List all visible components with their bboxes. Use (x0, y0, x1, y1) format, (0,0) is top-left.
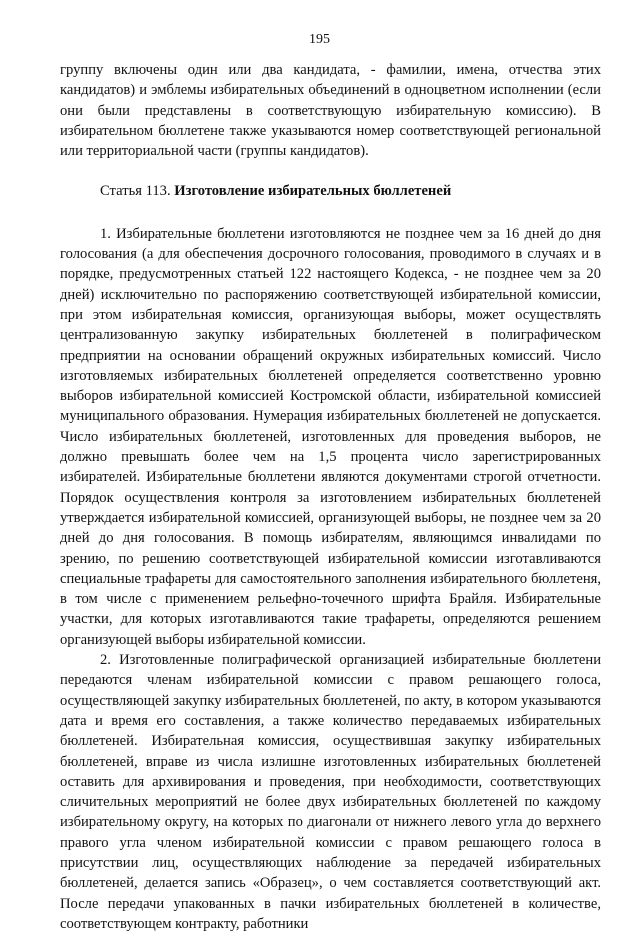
page-number: 195 (309, 32, 330, 47)
article-number: Статья 113. (100, 183, 171, 200)
article-heading (60, 181, 601, 201)
article-title: Изготовление избирательных бюллетеней (174, 183, 452, 200)
intro-paragraph: группу включены один или два кандидата, - фамилии, имена, отчества этих кандидатов) и эмблемы избирательных объединений в одноцветном исполнении (если они были представлены в соответствующую избирательную комиссию). В избирательном бюллетене также указываются номер соответствующей региональной или территориальной части (группы кандидатов). (60, 62, 601, 160)
paragraph-1: 1. Избирательные бюллетени изготовляются не позднее чем за 16 дней до дня голосования (а для обеспечения досрочного голосования, проводимого в случаях и в порядке, предусмотренных статьей 122 настоящего Кодекса, - не позднее чем за 20 дней) исключительно по распоряжению соответствующей избирательной комиссии, при этом избирательная комиссия, организующая выборы, может осуществлять централизованную закупку избирательных бюллетеней в полиграфическом предприятии на основании обращений окружных избирательных комиссий. Число изготовляемых избирательных бюллетеней определяется соответственно уровню выборов избирательной комиссией Костромской области, избирательной комиссией муниципального образования. Нумерация избирательных бюллетеней не допускается. Число избирательных бюллетеней, изготовленных для проведения выборов, не должно превышать более чем на 1,5 процента число зарегистрированных избирателей. Избирательные бюллетени являются документами строгой отчетности. Порядок осуществления контроля за изготовлением избирательных бюллетеней утверждается избирательной комиссией, организующей выборы, не позднее чем за 20 дней до дня голосования. В помощь избирателям, являющимся инвалидами по зрению, по решению соответствующей избирательной комиссии изготавливаются специальные трафареты для самостоятельного заполнения избирательного бюллетеня, в том числе с применением рельефно-точечного шрифта Брайля. Избирательные участки, для которых изготавливаются такие трафареты, определяются решением организующей выборы избирательной комиссии. (60, 225, 601, 648)
paragraph-2: 2. Изготовленные полиграфической организацией избирательные бюллетени передаются членам избирательной комиссии с правом решающего голоса, осуществляющей закупку избирательных бюллетеней, по акту, в котором указываются дата и время его составления, а также количество передаваемых избирательных бюллетеней. Избирательная комиссия, осуществившая закупку избирательных бюллетеней, вправе из числа излишне изготовленных избирательных бюллетеней оставить для архивирования и проведения, при необходимости, соответствующих сличительных мероприятий не более двух избирательных бюллетеней по каждому избирательному округу, на которых по диагонали от нижнего левого угла до верхнего правого угла членом избирательной комиссии с правом решающего голоса в присутствии лиц, осуществляющих наблюдение за передачей избирательных бюллетеней, делается запись «Образец», о чем составляется соответствующий акт. После передачи упакованных в пачки избирательных бюллетеней в количестве, соответствующем контракту, работники (60, 652, 601, 932)
document-body (60, 60, 601, 934)
